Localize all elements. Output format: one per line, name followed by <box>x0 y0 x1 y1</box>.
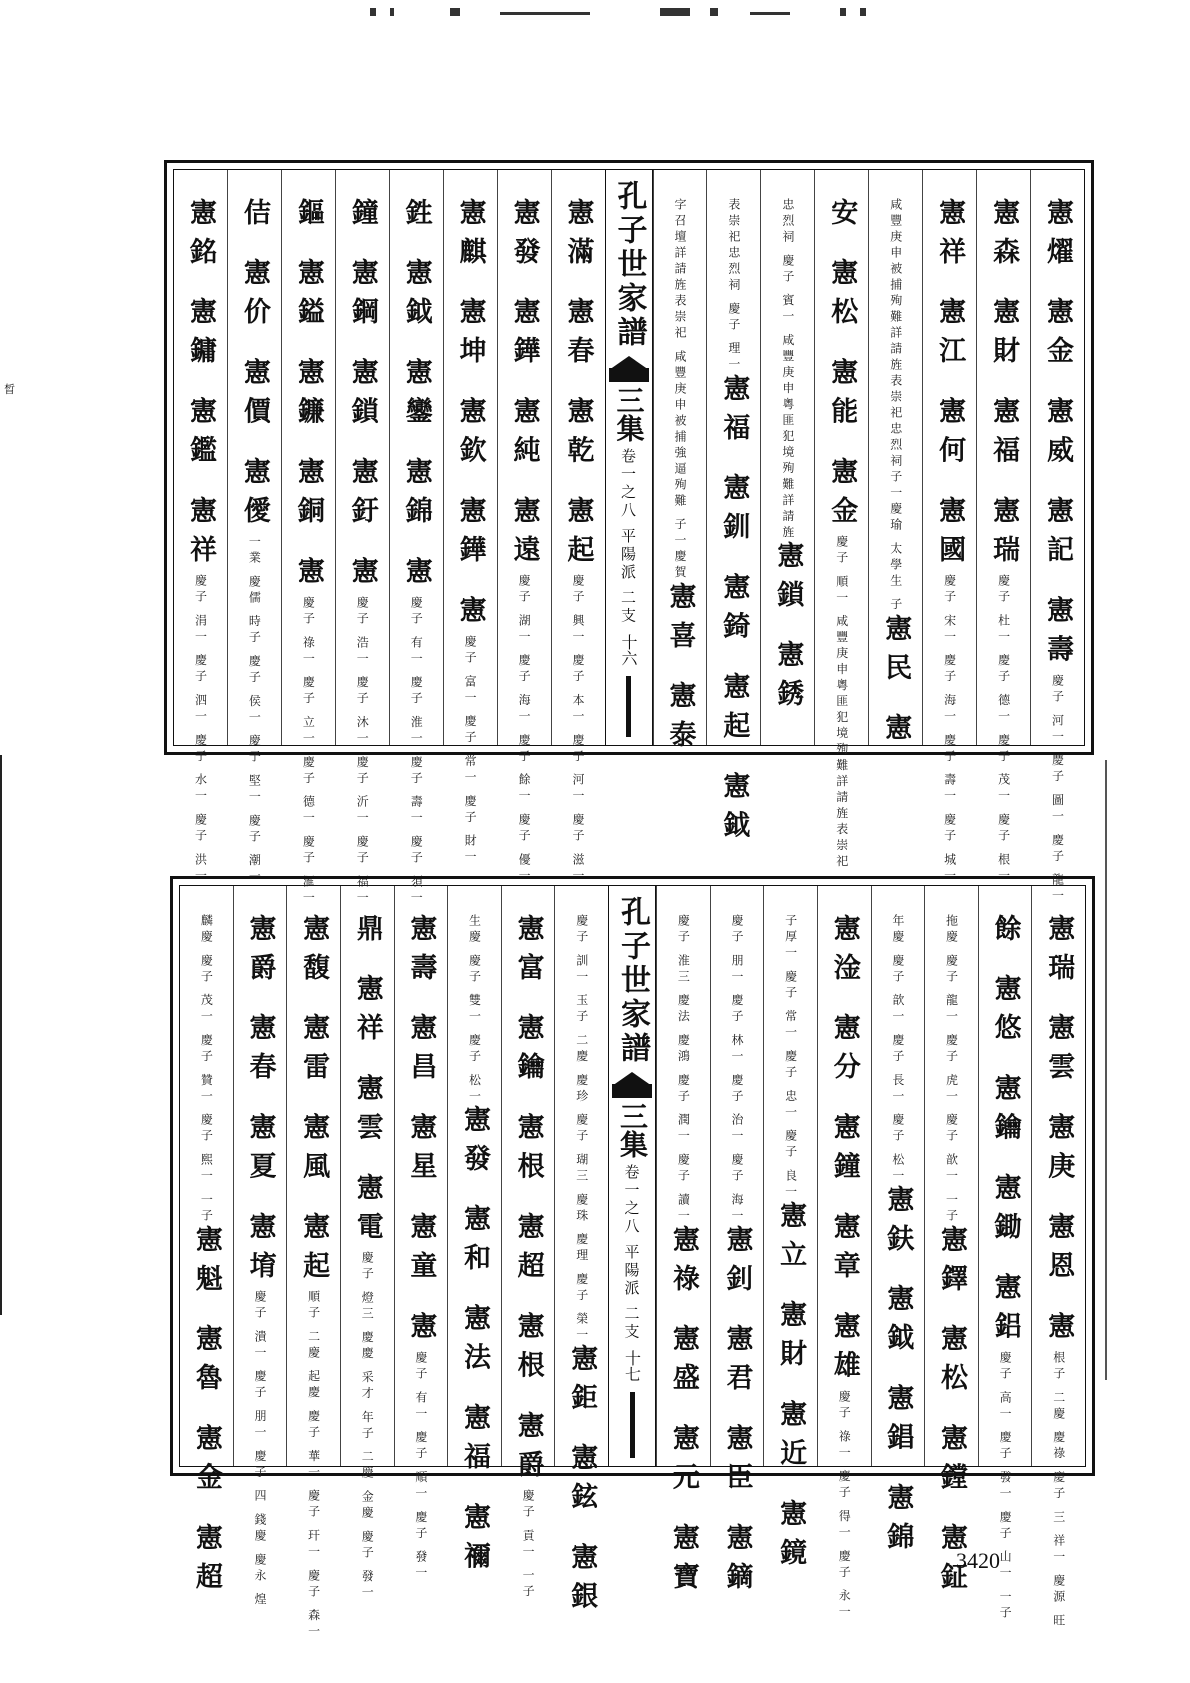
right-scan-edge <box>1105 760 1107 1380</box>
notes: 表崇祀忠烈祠 慶子 理一 <box>726 198 741 374</box>
notes: 慶子 有一 慶子 順一 慶子 發一 <box>413 1350 428 1582</box>
names: 憲祿 憲盛 憲元 憲寶 <box>667 1224 699 1601</box>
notes: 慶子 杜一 慶子 德一 慶子 茂一 慶子 根一 <box>996 574 1011 885</box>
scan-header-strip <box>240 0 940 22</box>
bottom-left-column-3 <box>447 886 501 1581</box>
top-center-spine <box>605 170 653 745</box>
bottom-left-column-4 <box>394 886 448 1582</box>
names: 憲森 憲財 憲福 憲瑞 <box>988 198 1020 575</box>
names: 憲釗 憲君 憲臣 憲鏑 <box>721 1224 753 1601</box>
notes: 慶子 順一 咸豐庚申粵匪犯境殉難詳請旌表崇祀 <box>834 535 849 871</box>
fish-tail-mark-icon <box>609 356 649 382</box>
top-left-column-5 <box>335 170 389 907</box>
bottom-right-column-8 <box>656 886 710 1601</box>
bottom-left-column-2 <box>501 886 555 1601</box>
top-left-column-2 <box>497 170 551 885</box>
top-right-column-5 <box>814 170 868 871</box>
top-left-column-6 <box>281 170 335 907</box>
top-left-column-3 <box>443 170 497 866</box>
names: 餘 憲悠 憲鑰 憲鋤 憲鋁 <box>989 914 1021 1351</box>
notes: 慶子 河一 慶子 圖一 慶子 龍一 <box>1050 673 1065 905</box>
left-margin-rule <box>0 755 2 1315</box>
bottom-right-column-6 <box>763 886 817 1578</box>
notes: 根子 二慶 慶祿 慶子 三 祥一 慶源 旺 <box>1051 1350 1066 1630</box>
notes: 一業 慶儒 時子 慶子 侯一 慶子 堅一 慶子 潮一 <box>247 535 262 886</box>
top-right-column-6 <box>760 170 814 745</box>
names: 鏂 憲鎰 憲鐮 憲銅 憲 <box>292 198 324 596</box>
notes: 慶子 湖一 慶子 海一 慶子 餘一 慶子 優一 <box>517 574 532 885</box>
bottom-left-column-7 <box>233 886 287 1609</box>
notes: 麟慶 慶子 茂一 慶子 贊一 慶子 熙一 一子 <box>199 914 214 1225</box>
notes: 生慶 慶子 雙一 慶子 松一 <box>467 914 482 1106</box>
side-mark: 晳 <box>4 383 15 396</box>
names: 佶 憲价 憲價 憲僾 <box>238 198 270 536</box>
names: 憲喜 憲泰 <box>664 581 696 760</box>
top-right-column-3 <box>922 170 976 885</box>
bottom-right-column-7 <box>710 886 764 1601</box>
notes: 慶子 興一 慶子 本一 慶子 河一 慶子 滋一 <box>571 574 586 885</box>
top-right-column-4 <box>868 170 922 753</box>
book-title: 孔子世家譜 <box>615 896 650 1066</box>
top-right-column-8 <box>653 170 707 760</box>
bottom-center-spine <box>608 886 656 1466</box>
notes: 慶子 高一 慶子 發一 慶子 山一 一子 <box>998 1350 1013 1622</box>
volume-label: 卷一之八 平陽派 二支 <box>622 1164 641 1342</box>
bottom-right-column-4 <box>871 886 925 1562</box>
names: 憲福 憲釧 憲錡 憲起 憲鉞 <box>718 373 750 850</box>
names: 憲麒 憲坤 憲欽 憲鏵 憲 <box>454 198 486 635</box>
spine-rule <box>626 676 631 737</box>
notes: 慶子 涓一 慶子 泗一 慶子 水一 慶子 洪一 <box>193 574 208 885</box>
notes: 慶子 朋一 慶子 林一 慶子 治一 慶子 海一 <box>729 914 744 1225</box>
collection-label: 三集 <box>616 1102 649 1158</box>
names: 憲鉅 憲鉉 憲銀 <box>566 1344 598 1621</box>
collection-label: 三集 <box>612 386 646 442</box>
scan-page-number: 3420 <box>956 1548 1000 1573</box>
notes: 順子 二慶 起慶 慶子 華一 慶子 玕一 慶子 森一 <box>306 1290 321 1641</box>
notes: 年慶 慶子 歆一 慶子 長一 慶子 松一 <box>890 914 905 1185</box>
names: 憲發 憲鏵 憲純 憲遠 <box>508 198 540 575</box>
book-title: 孔子世家譜 <box>611 180 647 350</box>
bottom-left-column-5 <box>340 886 394 1602</box>
notes: 慶子 富一 慶子 常一 慶子 財一 <box>463 634 478 866</box>
notes: 慶子 宋一 慶子 海一 慶子 壽一 慶子 城一 <box>942 574 957 885</box>
notes: 慶子 燈三 慶慶 采才 年子 二慶 金慶 慶子 發一 <box>360 1251 375 1602</box>
top-left-column-1 <box>551 170 605 885</box>
names: 憲爵 憲春 憲夏 憲堉 <box>244 914 276 1291</box>
notes: 拖慶 慶子 龍一 慶子 虎一 慶子 歆一 一子 <box>944 914 959 1225</box>
bottom-left-column-1 <box>554 886 608 1621</box>
page-number: 十六 <box>619 633 638 666</box>
top-left-column-8 <box>174 170 227 885</box>
names: 憲鎖 憲銹 <box>772 541 804 719</box>
names: 憲淦 憲分 憲鐘 憲章 憲雄 <box>828 914 860 1390</box>
top-left-column-7 <box>227 170 281 886</box>
notes: 子厚一 慶子 常一 慶子 忠一 慶子 良一 <box>783 914 798 1201</box>
top-page-grid <box>173 169 1085 907</box>
names: 安 憲松 憲能 憲金 <box>826 198 858 536</box>
top-left-column-4 <box>389 170 443 907</box>
names: 憲發 憲和 憲法 憲福 憲禰 <box>458 1105 490 1581</box>
top-right-column-7 <box>706 170 760 850</box>
names: 憲立 憲財 憲近 憲鏡 <box>775 1200 807 1578</box>
bottom-right-column-5 <box>817 886 871 1621</box>
names: 鼎 憲祥 憲雲 憲電 <box>351 914 383 1252</box>
notes: 慶子 浩一 慶子 沐一 慶子 沂一 慶子 福一 <box>355 595 370 907</box>
names: 憲銘 憲鏞 憲鑑 憲祥 <box>184 198 216 575</box>
names: 鉎 憲鉞 憲鑾 憲錦 憲 <box>400 198 432 596</box>
volume-label: 卷一之八 平陽派 二支 <box>619 448 637 626</box>
names: 憲祥 憲江 憲何 憲國 <box>934 198 966 575</box>
notes: 慶子 貢一 一子 <box>521 1489 536 1601</box>
names: 憲鈇 憲鉞 憲錩 憲錦 <box>882 1184 914 1562</box>
spine-rule <box>630 1392 635 1458</box>
notes: 咸豐庚申被捕殉難詳請旌表崇祀忠烈祠子一慶瑜 太學生 子 <box>888 198 903 614</box>
notes: 忠烈祠 慶子 賓一 咸豐庚申粵匪犯境殉難詳請旌 <box>780 198 795 542</box>
names: 憲馥 憲雷 憲風 憲起 <box>298 914 330 1291</box>
fish-tail-mark-icon <box>612 1072 652 1098</box>
notes: 慶子 祿一 慶子 得一 慶子 永一 <box>837 1389 852 1621</box>
notes: 慶子 有一 慶子 淮一 慶子 壽一 慶子 須一 <box>409 595 424 907</box>
bottom-right-column-1 <box>1031 886 1085 1630</box>
bottom-left-column-6 <box>286 886 340 1641</box>
notes: 慶子 淮三 慶法 慶鴻 慶子 潤一 慶子 讀一 <box>676 914 691 1225</box>
names: 憲滿 憲春 憲乾 憲起 <box>562 198 594 575</box>
top-right-column-1 <box>1030 170 1084 905</box>
names: 憲瑞 憲雲 憲庚 憲恩 憲 <box>1043 914 1075 1351</box>
names: 鐘 憲鋼 憲鎖 憲釪 憲 <box>346 198 378 596</box>
notes: 慶子 潰一 慶子 朋一 慶子 四 錢慶 慶永 煌 <box>252 1290 267 1609</box>
names: 憲民 憲 <box>880 613 912 753</box>
top-right-column-2 <box>976 170 1030 885</box>
notes: 字召壇詳請旌表崇祀 咸豐庚申被捕強逼殉難 子一慶賀 <box>672 198 687 582</box>
notes: 慶子 訓一 玉子 二慶 慶珍 慶子 瑚三 慶珠 慶理 慶子 榮一 <box>574 914 589 1345</box>
names: 憲燿 憲金 憲威 憲記 憲壽 <box>1042 198 1074 674</box>
names: 憲富 憲鑰 憲根 憲超 憲根 憲爵 <box>512 914 544 1489</box>
names: 憲魁 憲魯 憲金 憲超 <box>190 1224 222 1601</box>
top-page-frame <box>164 160 1094 907</box>
names: 憲鐸 憲松 憲鏜 憲鉦 <box>935 1224 967 1601</box>
notes: 慶子 祿一 慶子 立一 慶子 德一 慶子 滙一 <box>301 595 316 907</box>
page-number: 十七 <box>622 1349 642 1382</box>
names: 憲壽 憲昌 憲星 憲童 憲 <box>405 914 437 1351</box>
bottom-left-column-8 <box>180 886 233 1601</box>
